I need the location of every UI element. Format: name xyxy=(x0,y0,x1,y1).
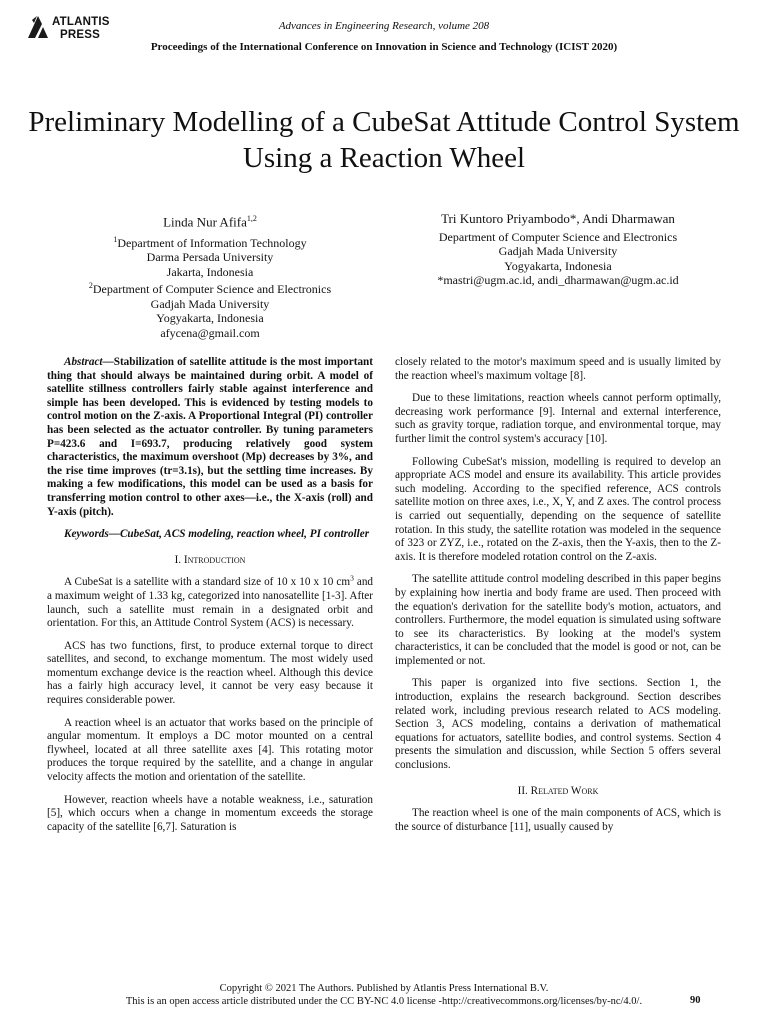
section-heading-introduction: I. Introduction xyxy=(174,553,246,566)
page-footer xyxy=(0,982,768,1008)
copyright-notice: Copyright © 2021 The Authors. Published by Atlantis Press International B.V. xyxy=(219,983,549,994)
author-email: afycena@gmail.com xyxy=(160,325,260,340)
license-notice: This is an open access article distributed under the CC BY-NC 4.0 license -http://creativecommons.org/licenses/by-nc/4.0/. xyxy=(125,996,643,1007)
affiliation-1: $^1$Department of Information Technology Darma Persada University Jakarta, Indonesia xyxy=(113,234,307,279)
author-block-left xyxy=(47,212,373,340)
paragraph: Following CubeSat's mission, modelling is required to develop an appropriate ACS model and ensure its availability. This article provides such modeling. According to the specified reference, ACS controls satellite motion on three axes, i.e., X, Y, and Z axes. The control process is carried out sequentially, depending on the sequence of satellite rotation. In this study, the satellite rotation was modeled in the sequence of 323 or ZYZ, i.e., rotated on the Z-axis, then the Y-axis, then to the Z-axis. It is therefore modeled rotation control on the Z-axis. xyxy=(395,455,721,563)
series-name: Advances in Engineering Research, volume 208 xyxy=(278,20,490,32)
proceedings-name: Proceedings of the International Conference on Innovation in Science and Technology (ICIST 2020) xyxy=(150,41,618,53)
affiliation-2: $^2$Department of Computer Science and Electronics Gadjah Mada University Yogyakarta, Indonesia xyxy=(88,281,332,326)
author-block-right xyxy=(395,212,721,288)
logo-line-1: ATLANTIS xyxy=(52,16,110,28)
page-number: 90 xyxy=(690,995,701,1006)
author-name: Tri Kuntoro Priyambodo*, Andi Dharmawan xyxy=(441,211,675,226)
paragraph: A CubeSat is a satellite with a standard size of 10 x 10 x 10 $cm^3$ and a maximum weight of 1.33 kg, categorized into nanosatellite [1-3]. After launch, such a satellite must remain in a designated orbit and orientation. For this, an Attitude Control System (ACS) is necessary. xyxy=(47,573,374,630)
author-name: Linda Nur Afifa$^{1,2}$ xyxy=(163,214,257,230)
logo-line-2: PRESS xyxy=(60,29,100,41)
abstract: Abstract—Stabilization of satellite attitude is the most important thing that should always be maintained during orbit. A model of satellite stillness controllers fairly stable against interference and simple has been developed. This is evidenced by testing models to control motion on the Z-axis. A Proportional Integral (PI) controller has been selected as the actuator controller. By tuning parameters P=423.6 and I=693.7, producing relatively good system characteristics, the maximum overshoot (Mp) decreases by 3%, and the rise time improves (tr=3.1s), but the settling time increases. By making a few modifications, this model can be used as a basis for transferring motion control to other axes—i.e., the X-axis (roll) and Y-axis (pitch). xyxy=(47,356,373,518)
paragraph: However, reaction wheels have a notable weakness, i.e., saturation [5], which occurs when a change in momentum exceeds the storage capacity of the satellite [6,7]. Saturation is xyxy=(47,793,373,833)
paragraph: The satellite attitude control modeling described in this paper begins by explaining how inertia and body frame are used. Then proceed with the equation's derivation for the satellite body's motion, actuators, and controllers. Furthermore, the model equation is simulated using software to see its characteristics. By looking at the model's system characteristics, it can be concluded that the model is good or not, can be implemented or not. xyxy=(395,573,721,667)
paragraph: This paper is organized into five sections. Section 1, the introduction, explains the research background. Section describes related work, including previous research related to ACS modeling. Section 3, ACS modeling, contains a derivation of mathematical equations for actuators, satellite bodies, and control systems. Section 4 presents the simulation and discussion, while Section 5 offers several conclusions. xyxy=(395,677,721,772)
left-column xyxy=(47,356,373,843)
paper-title: Preliminary Modelling of a CubeSat Attitude Control System Using a Reaction Wheel xyxy=(28,106,740,174)
right-column xyxy=(395,356,721,843)
keywords: Keywords—CubeSat, ACS modeling, reaction wheel, PI controller xyxy=(64,528,370,541)
author-email: *mastri@ugm.ac.id, andi_dharmawan@ugm.ac.id xyxy=(437,273,679,287)
paragraph: Due to these limitations, reaction wheels cannot perform optimally, decreasing work performance [9]. Internal and external interference, such as gravity torque, radiation torque, and environmental torque, may further limit the control system's accuracy [10]. xyxy=(395,392,721,445)
paragraph: A reaction wheel is an actuator that works based on the principle of angular momentum. It employs a DC motor mounted on a central flywheel, located at all three satellite axes [4]. This rotating motor produces the torque required by the satellite, and a change in angular velocity affects the motion and orientation of the satellite. xyxy=(47,716,373,784)
section-heading-related-work: II. Related Work xyxy=(517,784,599,797)
paragraph: ACS has two functions, first, to produce external torque to direct satellites, and second, to exchange momentum. The most widely used momentum exchange device is the reaction wheel. Although this device has a fairly high accuracy level, it cannot be very easy because it requires considerable power. xyxy=(47,639,373,707)
paragraph: The reaction wheel is one of the main components of ACS, which is the source of disturbance [11], usually caused by xyxy=(395,807,721,833)
paragraph: closely related to the motor's maximum speed and is usually limited by the reaction wheel's maximum voltage [8]. xyxy=(395,356,721,382)
affiliation: Department of Computer Science and Electronics Gadjah Mada University Yogyakarta, Indonesia xyxy=(438,229,678,273)
